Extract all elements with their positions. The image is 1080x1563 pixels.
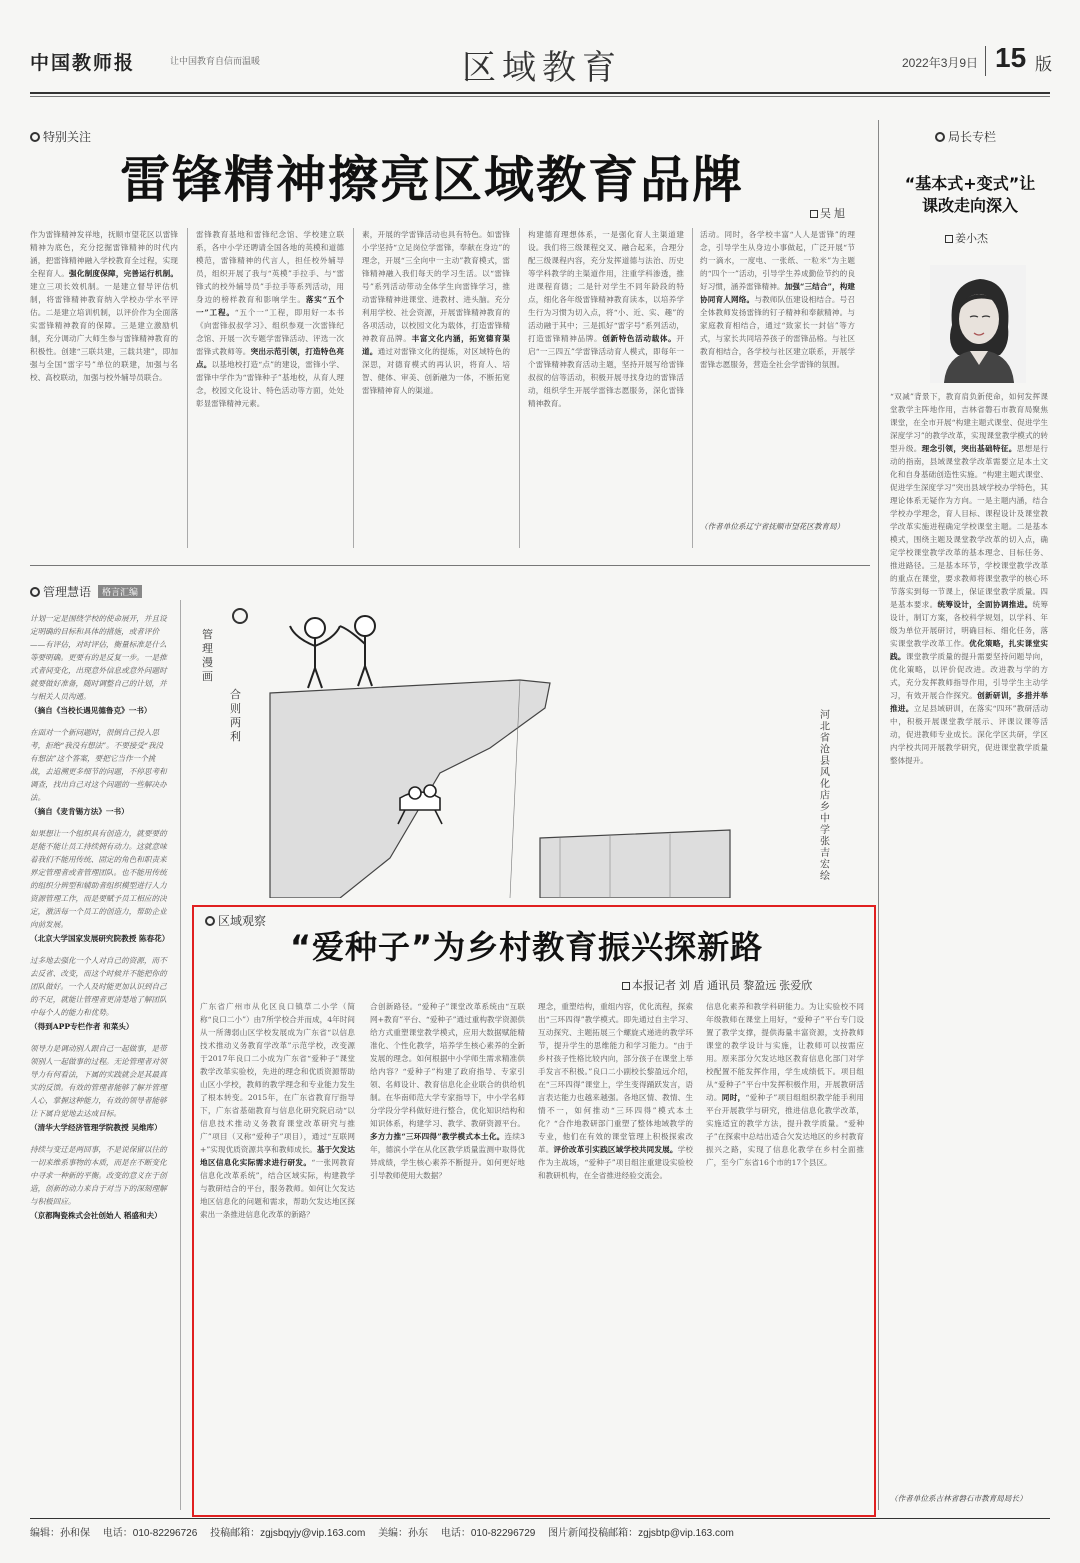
svg-text:漫: 漫 (202, 656, 213, 669)
paper-slogan: 让中国教育自信而温暖 (170, 57, 261, 67)
management-quote: 领导力是调动别人跟自己一起做事，是带领别人一起做事的过程。无论管理者对领导力有何看法，下属的实践就会是其最真实的反馈。有效的管理者能够了解并管理人心，掌握这种能力，有效的领导者能够让下属自觉地去达成目标。 (30, 1044, 167, 1118)
footer-editor: 编辑：孙和保 (30, 1528, 90, 1539)
cartoon-credit-char: 店 (820, 790, 830, 802)
circle-bullet-icon (30, 587, 40, 597)
cartoon-credit-char: 省 (820, 733, 830, 744)
svg-text:利: 利 (230, 730, 241, 743)
cartoon-credit-char: 吉 (820, 848, 830, 859)
section-title: 区域教育 (462, 48, 622, 88)
column-right-byline-text: 姜小杰 (955, 233, 988, 245)
management-quote: 过多地去强化一个人对自己的资源，而不去反省、改变，而这个时候并不能把你的团队做好。一个人及时能更加认识到自己的不足，就能让管理者更清楚地了解团队中每个人的能力和优势。 (30, 956, 167, 1017)
circle-bullet-icon (205, 916, 215, 926)
circle-bullet-icon (30, 132, 40, 142)
footer-photo-email[interactable]: 图片新闻投稿邮箱：zgjsbtp@vip.163.com (548, 1528, 734, 1539)
cartoon-credit-char: 张 (820, 836, 830, 848)
byline-box-icon (622, 982, 630, 990)
cartoon-credit-char: 绘 (820, 871, 830, 882)
byline-box-icon (810, 210, 818, 218)
cartoon-tag-char: 管 (202, 628, 213, 641)
cartoon-text-hidden (0, 0, 1, 1)
feature-column-4: 构建德育理想体系，一是强化育人主渠道建设。我们将三级课程交叉、融合起来，合理分配三级课程内容，充分发挥道德与法治、历史等学科教学的主渠道作用，注重学科渗透，推进课程育德；二是针对学生不同年龄段的特点，细化各年级雷锋精神教育读本，以培养学生行为习惯为切入点，将“小、近、实、趣”的活动融于其中；三是抓好“雷字号”系列活动，打造雷锋精神品牌。创新特色活动载体。开启“一三四五”学雷锋活动育人模式，即每年一个雷锋精神教育活动主题，坚持开展写给雷锋叔叔的信等活动，积极开展寻找身边的雷锋活动，组织学生开展学雷锋志愿服务，深化雷锋精神教育。 (528, 230, 684, 408)
cartoon-credit-char: 县 (820, 756, 830, 767)
footer-designer-phone: 电话：010-82296729 (440, 1528, 536, 1539)
feature-byline (810, 205, 845, 221)
cartoon-credit-char: 宏 (820, 859, 830, 871)
footer-submission-email[interactable]: 投稿邮箱：zgjsbqyjy@vip.163.com (210, 1528, 366, 1539)
management-quote-source: （清华大学经济管理学院教授 吴维库） (30, 1123, 162, 1132)
feature-headline: 雷锋精神擦亮区域教育品牌 (120, 151, 744, 209)
svg-text:则: 则 (230, 702, 241, 715)
circle-bullet-icon (935, 132, 945, 142)
column-divider (187, 228, 188, 548)
feature-column-1: 作为雷锋精神发祥地，抚顺市望花区以雷锋精神为底色，充分挖掘雷锋精神的时代内涵，把雷锋精神融入学校教育全过程，实现全程育人。强化制度保障，完善运行机制。建立三项长效机制。一是建立督导评估机制，将雷锋精神教育纳入学校办学水平评估。二是建立培训机制，以评价作为全面落实雷锋精神教育的保障。三是建立激励机制，充分调动广大师生参与雷锋精神教育的积极性。创建“三联共建，三载共建”，即加强与全国“雷字号”单位的联建，加强与名校、高校联动，加强与校外辅导员联合。 (30, 230, 178, 382)
svg-text:合: 合 (230, 688, 241, 701)
management-quote-source: （摘自《当校长遇见德鲁克》一书） (30, 706, 152, 715)
column-right-headline: “基本式+变式”让课改走向深入 (904, 174, 1036, 215)
cartoon-credit-char: 风 (820, 767, 830, 779)
issue-date: 2022年3月9日 (902, 56, 979, 70)
footer-designer: 美编：孙东 (378, 1528, 429, 1539)
column-right-tag (935, 128, 996, 145)
cartoon-credit-char: 乡 (820, 802, 830, 813)
cartoon-credit-char: 河 (820, 710, 830, 721)
author-portrait (930, 265, 1026, 383)
cartoon-credit-char: 化 (820, 779, 830, 790)
column-divider (353, 228, 354, 548)
management-tag-label: 管理慧语 (43, 585, 92, 599)
column-right-byline (945, 230, 988, 246)
column-divider (519, 228, 520, 548)
cartoon-credit-char: 中 (820, 813, 830, 825)
management-quote-source: （得到APP专栏作者 和菜头） (30, 1022, 134, 1031)
highlight-headline: “爱种子”为乡村教育振兴探新路 (290, 928, 764, 966)
svg-text:画: 画 (202, 670, 213, 683)
footer-editor-phone: 电话：010-82296726 (102, 1528, 198, 1539)
column-divider (180, 600, 181, 1510)
section-divider (30, 565, 870, 566)
feature-column-2: 雷锋教育基地和雷锋纪念馆、学校建立联系，各中小学还聘请全国各地的英模和道德模范，雷锋精神的代言人，担任校外辅导员，组织开展了我与“英模”手拉手、与“雷锋式的校外辅导员”手拉手等系列活动，用身边的榜样教育和影响学生。落实“五个一”工程。“五个一”工程，即用好一本书《向雷锋叔叔学习》、组织参观一次雷锋纪念馆、开展一次专题学雷锋活动、评选一次雷锋式教师等。突出示范引领，打造特色亮点。以基地校打造“点”的建设，雷锋小学、雷锋中学作为“雷锋种子”基地校，从育人理念，校园文化设计、特色活动等方面，处处彰显雷锋精神元素。 (196, 230, 344, 408)
management-quote: 在面对一个新问题时，很倒自己投入思考，拒绝“我没有想法”。不要接受“我没有想法”这个答案，要把它当作一个挑战，去追溯更多细节的问题，不停思考和调查，找出自己对这个问题的一些解决办法。 (30, 728, 167, 802)
management-tag-badge: 格言汇编 (98, 585, 142, 598)
highlight-column-3: 理念，重塑结构，重组内容，优化流程，探索出“三环四得”教学模式。即先通过自主学习、互动探究、主题拓展三个螺旋式递进的教学环节，提升学生的思维能力和学习能力。“由于乡村孩子性格比较内向，部分孩子在课堂上举手发言不积极。”良口二小副校长黎盈远介绍，在“三环四得”课堂上，学生变得踊跃发言，语言表达能力也越来越强。各地区情、教情、生情不一，如何推动“三环四得”模式本土化？“合作地教研部门重塑了整体地域教学的专业，他们在有效的课堂管理上积极探索改革。评价改革引实践区域学校共同发展。学校作为主战场，“爱种子”项目组注重建设实验校和教研机构，在全省推进经验交流会。 (538, 1002, 693, 1180)
highlight-byline-text: 本报记者 刘 盾 通讯员 黎盈远 张爱欣 (632, 980, 813, 992)
column-right-tag-label: 局长专栏 (948, 130, 997, 144)
management-quote: 持续与变迁是两回事，不是说保留以往的一切来维系事物的本质，而是在不断变化中寻求一种新的平衡。改变的意义在于创造，创新的动力来自于对当下的深刻理解与积极回应。 (30, 1145, 167, 1206)
column-divider (692, 228, 693, 548)
footer (30, 1524, 1050, 1539)
byline-box-icon (945, 235, 953, 243)
highlight-column-2: 合创新路径。“爱种子”课堂改革系统由“互联网+教育”平台、“爱种子”通过重构教学资源供给方式重塑课堂教学模式，应用大数据赋能精准化、个性化教学，培养学生核心素养的全新发展的理念。如何根据中小学师生需求精准供给内容？“爱种子”构建了政府指导、专家引领、名师设计、教育信息化企业联合的供给机制。在华南师范大学专家指导下，中小学名师分学段分学科做好进行整合，优化知识结构和知识体系，构建学习、教学、教研资源平台。多方力推“三环四得”教学模式本土化。连续3年，德滨小学在从化区教学质量监测中取得优异成绩，学生核心素养不断提升。如何更好地引导教师使用大数据？ (370, 1002, 525, 1180)
svg-text:理: 理 (202, 642, 213, 655)
masthead (30, 38, 1050, 93)
page-suffix: 版 (1035, 55, 1052, 75)
highlight-tag (205, 912, 266, 929)
cartoon-credit-char: 北 (820, 721, 830, 733)
management-tag (30, 583, 142, 600)
highlight-column-4: 信息化素养和教学科研能力。为让实验校不同年级教师在课堂上用好，“爱种子”平台专门设置了教学支撑，提供海量丰富资源，支持教师课堂的教学设计与实施，让教师可以按需应用。原来部分欠发达地区教育信息化部门对学校配置不能发挥作用，学生成绩低下。项目组从“爱种子”平台中发挥积极作用，开展教研活动。同时，“爱种子”项目组组织教学能手利用平台开展教学与研究，推进信息化教学改革，实施适宜的教学方法，提升教学质量。“爱种子”在探索中总结出适合欠发达地区的乡村教育振兴之路，实现了信息化教学在乡村全面推广，至今广东省16个市的17个县区。 (706, 1002, 864, 1167)
feature-column-3: 素，开展的学雷锋活动也具有特色。如雷锋小学坚持“立足岗位学雷锋，奉献在身边”的理念，开展“三全向中一主动”教育模式，雷锋精神融入我们每天的学习生活。以“雷锋号”系列活动带动全体学生向雷锋学习，推动雷锋精神进课堂、进教材、进头脑。充分利用学校、社会资源，开展雷锋精神教育的各项活动，以校园文化为载体，打造雷锋精神教育品牌。丰富文化内涵，拓宽德育渠道。通过对雷锋文化的提炼，对区域特色的深思，对德育模式的再认识，将育人、培智、健体、审美、创新融为一体，不断拓宽雷锋精神育人的渠道。 (362, 230, 510, 395)
highlight-tag-label: 区域观察 (218, 914, 267, 928)
right-column-divider (878, 120, 879, 1510)
feature-tag-label: 特别关注 (43, 130, 92, 144)
footer-rule (30, 1518, 1050, 1519)
management-quote-source: （摘自《麦肯锡方法》一书） (30, 807, 129, 816)
management-quotes (30, 612, 170, 1512)
feature-author-note: （作者单位系辽宁省抚顺市望花区教育局） (700, 522, 845, 531)
masthead-rule-thin (30, 96, 1050, 97)
feature-column-5: 活动。同时，各学校丰富“人人是雷锋”的理念，引导学生从身边小事做起，广泛开展“节约一滴水，一度电、一张纸、一粒米”为主题的“四个一”活动，引导学生养成勤俭节约的良好习惯，涵养雷锋精神。加强“三结合”，构建协同育人网络。与教师队伍建设相结合。号召全体教师发扬雷锋的钉子精神和奉献精神。与家庭教育相结合，通过“致家长一封信”等方式，与家长共同培养孩子的雷锋品格。与社区教育相结合，各学校与社区建立联系，开展学雷锋志愿服务，营造全社会学雷锋的氛围。 (700, 230, 855, 369)
feature-byline-text: 吴 旭 (820, 208, 846, 220)
masthead-divider (985, 46, 986, 76)
management-quote: 计划一定是围绕学校的使命展开，并且设定明确的目标和具体的措施，或者评价——有评估，对时评估，衡量标准是什么等要明确。更要有的是反复一步。一是推式者间变化，出现意外信息或意外问题时就要做好准备，随时调整自己的计划，并与相关人员沟通。 (30, 614, 167, 701)
cartoon-credit-char: 学 (820, 825, 830, 836)
management-quote-source: （京都陶瓷株式会社创始人 稻盛和夫） (30, 1211, 162, 1220)
page-number: 15 (995, 42, 1027, 73)
highlight-column-1: 广东省广州市从化区良口镇草二小学（简称“良口二小”）由7所学校合并而成，4年时间从一所薄弱山区学校发展成为广东省“以信息技术推动义务教育学改革”示范学校，改变源于2017年良口二小成为广东省“爱种子”课堂教学改革实验校，先进的理念和优质资源帮助山区小学校，教师的教学理念和专业能力发生了根本转变。2015年，在广东省教育厅指导下，广东省基础教育与信息化研究院启动“以信息技术推动义务教育课堂改革研究与推广”项目（又称“爱种子”项目），通过“互联网+”实现优质资源共享和教师成长。基于欠发达地区信息化实际需求进行研发。“一张网教育信息化改革系统”，结合区域实际，构建教学与教研结合的平台，服务教师。如何让欠发达地区信息化的问题和需求，帮助欠发达地区探索出一条推进信息化改革的新路？ (200, 1002, 355, 1219)
masthead-rule (30, 92, 1050, 94)
highlight-byline (622, 977, 812, 993)
column-right-body: “双减”背景下，教育肩负新使命，如何发挥课堂教学主阵地作用，吉林省磐石市教育局聚焦课堂，在全市开展“构建主题式课堂、促进学生深度学习”的教学改革，实现课堂教学模式的转型升级。理念引领，突出基础特征。思想是行动的指南，县域课堂教学改革需要立足本土文化和自身基础创造性实施。“构建主题式课堂、促进学生深度学习”突出县域学校办学特色，其理论体系无疑作为方向。一是主题内涵，结合学校办学理念，育人目标、课程设计及课堂教学改革实施进程确定学校课堂主题。二是基本模式，围绕主题及课堂教学改革的切入点，确定学校课堂教学改革的基本理念、目标任务、推进路径。三是基本环节，学校课堂教学改革的重点在课堂，要求教师将课堂教学的核心环节落实到每一节课上，保证课堂教学质量。四是基本要求。统筹设计，全面协调推进。统筹设计，制订方案，各校科学规划，以学科、年级为单位开展研讨，明确目标、细化任务，落实课堂教学改革工作。优化策略，扎实课堂实践。课堂教学质量的提升需要坚持问题导向，优化策略，以评价促改进。改进教与学的方式，充分发挥教师指导作用，引导学生主动学习，有效开展合作探究。创新研训，多措并举推进。立足县域研训，在落实“四环”教研活动中，积极开展课堂教学展示、评课议课等活动，促进教师专业成长。深化学区共研，学区内学校共同开展教学研究，促进课堂教学质量整体提升。 (890, 392, 1048, 765)
paper-name: 中国教师报 (30, 52, 136, 74)
management-quote: 如果想让一个组织具有创造力，就要要的是能不能让员工持续拥有动力。这就意味着我们不能用传统、固定的角色和职责来界定管理者或者管理团队。也不能用传统的组织分辨型和辅助者组织模型进行人力资源管理工作，而是要赋予员工相应的决定，激活每一个员工的创造力，帮助企业向前发展。 (30, 829, 167, 929)
column-right-author-note: （作者单位系吉林省磐石市教育局局长） (890, 1494, 1027, 1503)
svg-text:两: 两 (230, 716, 241, 729)
management-quote-source: （北京大学国家发展研究院教授 陈春花） (30, 934, 170, 943)
feature-tag (30, 128, 91, 145)
cartoon-credit-char: 沧 (820, 744, 830, 756)
cartoon-illustration (190, 598, 850, 898)
